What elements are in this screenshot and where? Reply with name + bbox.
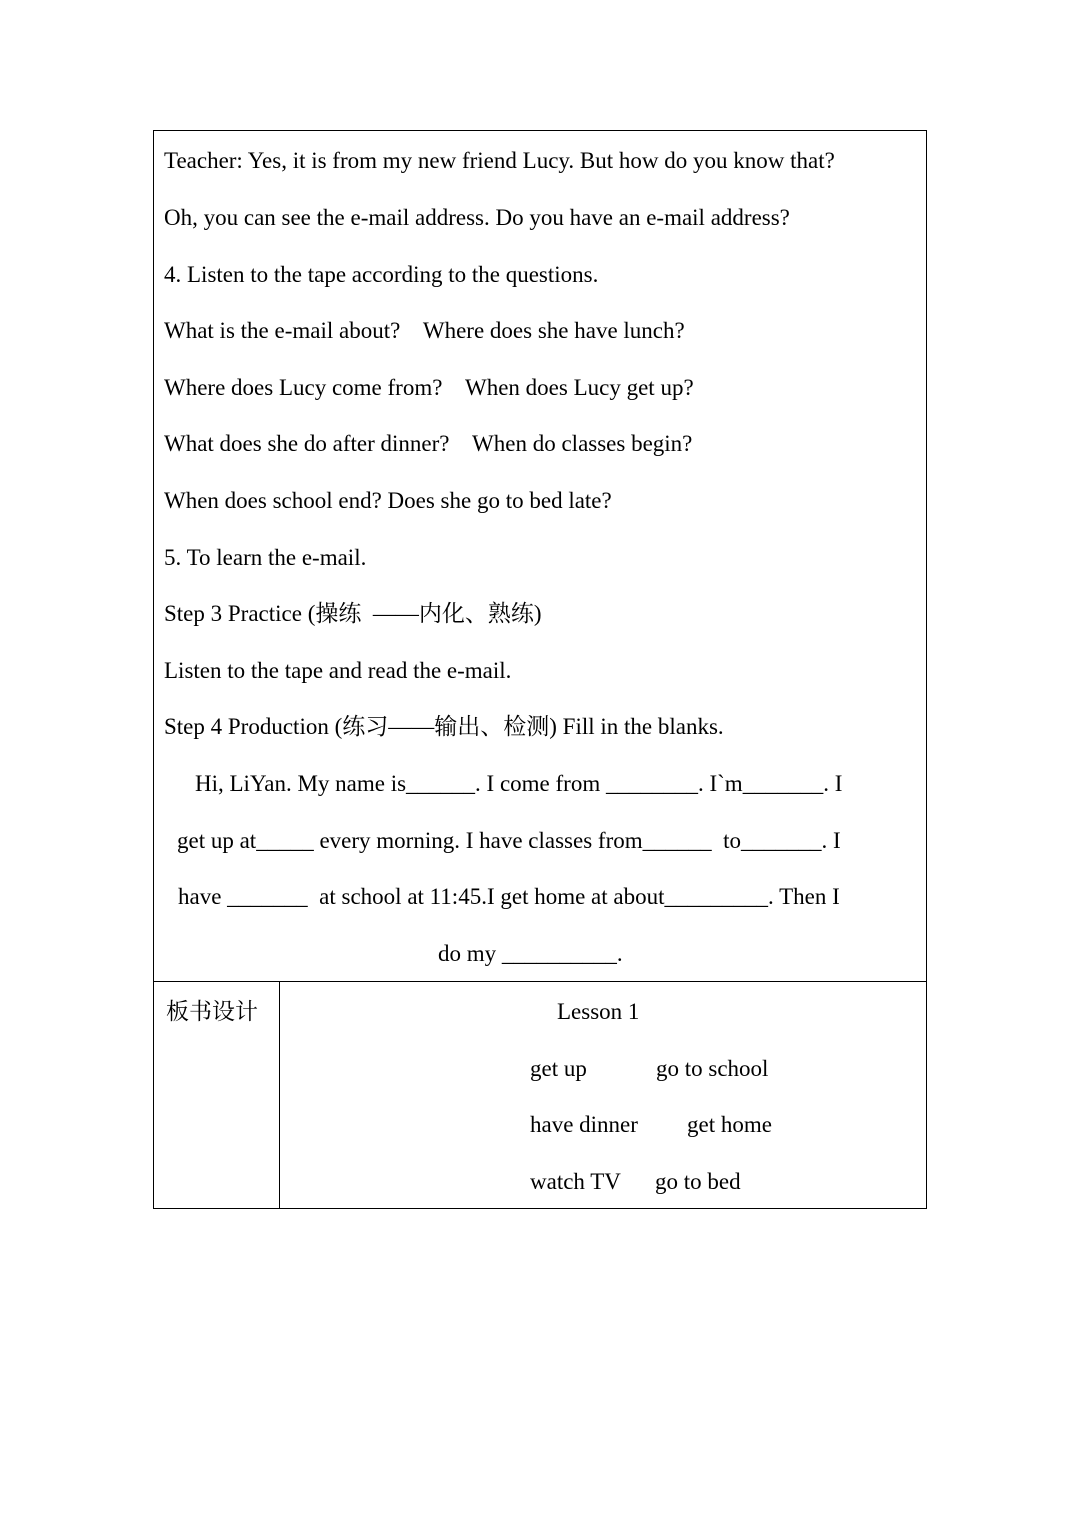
practice-line: Listen to the tape and read the e-mail. xyxy=(164,658,512,683)
fill-blank-line-2: get up at_____ every morning. I have classes from______ to_______. I xyxy=(177,828,841,853)
lesson-plan-table xyxy=(153,130,927,1209)
board-phrase: watch TV xyxy=(530,1169,621,1194)
step-listen-heading: 4. Listen to the tape according to the questions. xyxy=(164,262,599,287)
board-label-cell xyxy=(154,982,280,1208)
step-learn-heading: 5. To learn the e-mail. xyxy=(164,545,367,570)
step-3-heading: Step 3 Practice (操练 ——内化、熟练) xyxy=(164,601,542,626)
teacher-line-1: Teacher: Yes, it is from my new friend Lucy. But how do you know that? xyxy=(164,148,835,173)
board-title: Lesson 1 xyxy=(557,999,640,1024)
board-phrase: have dinner xyxy=(530,1112,638,1137)
fill-blank-line-1: Hi, LiYan. My name is______. I come from ________. I`m_______. I xyxy=(195,771,843,796)
question-line-3: What does she do after dinner? When do classes begin? xyxy=(164,431,693,456)
board-phrase: get up xyxy=(530,1056,587,1081)
procedure-cell xyxy=(154,131,926,982)
question-line-2: Where does Lucy come from? When does Lucy get up? xyxy=(164,375,694,400)
teacher-line-2: Oh, you can see the e-mail address. Do you have an e-mail address? xyxy=(164,205,790,230)
question-line-4: When does school end? Does she go to bed late? xyxy=(164,488,612,513)
board-design-label: 板书设计 xyxy=(166,999,258,1024)
board-phrase: go to school xyxy=(656,1056,769,1081)
board-design-row xyxy=(154,982,926,1208)
question-line-1: What is the e-mail about? Where does she have lunch? xyxy=(164,318,685,343)
board-phrase: get home xyxy=(687,1112,772,1137)
board-phrase: go to bed xyxy=(655,1169,741,1194)
fill-blank-line-3: have _______ at school at 11:45.I get home at about_________. Then I xyxy=(178,884,840,909)
step-4-heading: Step 4 Production (练习——输出、检测) Fill in the blanks. xyxy=(164,714,724,739)
fill-blank-line-4: do my __________. xyxy=(438,941,623,966)
